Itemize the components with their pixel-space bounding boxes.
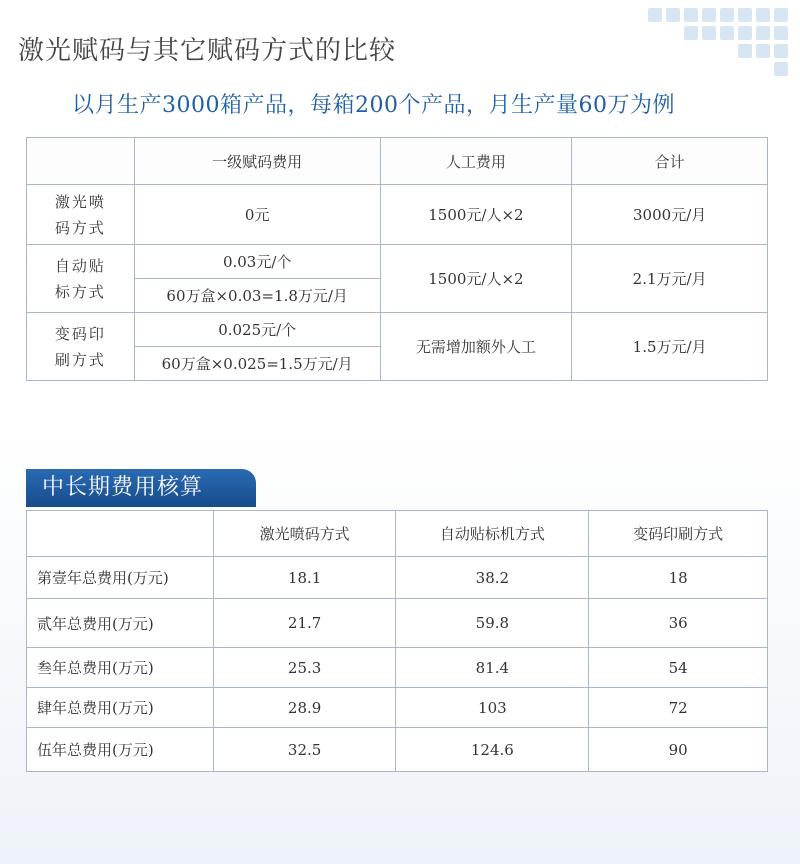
laser-cost-cell: 28.9 xyxy=(213,688,396,728)
decorative-squares xyxy=(640,0,800,90)
code-cost-cell: 0元 xyxy=(134,185,380,245)
row-label: 叁年总费用(万元) xyxy=(27,648,214,688)
print-cost-cell: 72 xyxy=(589,688,768,728)
row-label: 贰年总费用(万元) xyxy=(27,599,214,648)
code-cost-cell: 0.03元/个 xyxy=(134,245,380,279)
total-cell: 3000元/月 xyxy=(572,185,768,245)
labor-cost-cell: 1500元/人×2 xyxy=(380,185,572,245)
header-cell: 激光喷码方式 xyxy=(213,511,396,557)
row-label: 伍年总费用(万元) xyxy=(27,728,214,772)
table-row xyxy=(27,728,768,772)
label-machine-cost-cell: 59.8 xyxy=(396,599,589,648)
page-title: 激光赋码与其它赋码方式的比较 xyxy=(18,36,397,66)
header-cell xyxy=(27,511,214,557)
print-cost-cell: 90 xyxy=(589,728,768,772)
label-machine-cost-cell: 81.4 xyxy=(396,648,589,688)
laser-cost-cell: 21.7 xyxy=(213,599,396,648)
header-cell: 变码印刷方式 xyxy=(589,511,768,557)
code-cost-detail-cell: 60万盒×0.03=1.8万元/月 xyxy=(134,279,380,313)
label-machine-cost-cell: 38.2 xyxy=(396,557,589,599)
code-cost-detail-cell: 60万盒×0.025=1.5万元/月 xyxy=(134,347,380,381)
table-row xyxy=(27,599,768,648)
laser-cost-cell: 32.5 xyxy=(213,728,396,772)
laser-cost-cell: 18.1 xyxy=(213,557,396,599)
code-cost-cell: 0.025元/个 xyxy=(134,313,380,347)
row-label: 激光喷 码方式 xyxy=(27,185,135,245)
header-cell: 一级赋码费用 xyxy=(134,138,380,185)
header-cell: 人工费用 xyxy=(380,138,572,185)
row-label: 自动贴 标方式 xyxy=(27,245,135,313)
print-cost-cell: 36 xyxy=(589,599,768,648)
comparison-table xyxy=(26,137,768,381)
label-machine-cost-cell: 124.6 xyxy=(396,728,589,772)
table-row xyxy=(27,245,768,279)
labor-cost-cell: 1500元/人×2 xyxy=(380,245,572,313)
total-cell: 2.1万元/月 xyxy=(572,245,768,313)
table-row xyxy=(27,688,768,728)
labor-cost-cell: 无需增加额外人工 xyxy=(380,313,572,381)
header-cell xyxy=(27,138,135,185)
label-machine-cost-cell: 103 xyxy=(396,688,589,728)
table-header-row xyxy=(27,511,768,557)
header-cell: 合计 xyxy=(572,138,768,185)
row-label: 肆年总费用(万元) xyxy=(27,688,214,728)
table-row xyxy=(27,313,768,347)
total-cell: 1.5万元/月 xyxy=(572,313,768,381)
laser-cost-cell: 25.3 xyxy=(213,648,396,688)
table-row xyxy=(27,185,768,245)
print-cost-cell: 54 xyxy=(589,648,768,688)
row-label: 第壹年总费用(万元) xyxy=(27,557,214,599)
table-header-row xyxy=(27,138,768,185)
table-row xyxy=(27,648,768,688)
section-title-tab: 中长期费用核算 xyxy=(26,469,256,507)
long-term-cost-table xyxy=(26,510,768,772)
print-cost-cell: 18 xyxy=(589,557,768,599)
header-cell: 自动贴标机方式 xyxy=(396,511,589,557)
page-subtitle: 以月生产3000箱产品，每箱200个产品，月生产量60万为例 xyxy=(72,93,675,118)
row-label: 变码印 刷方式 xyxy=(27,313,135,381)
table-row xyxy=(27,557,768,599)
